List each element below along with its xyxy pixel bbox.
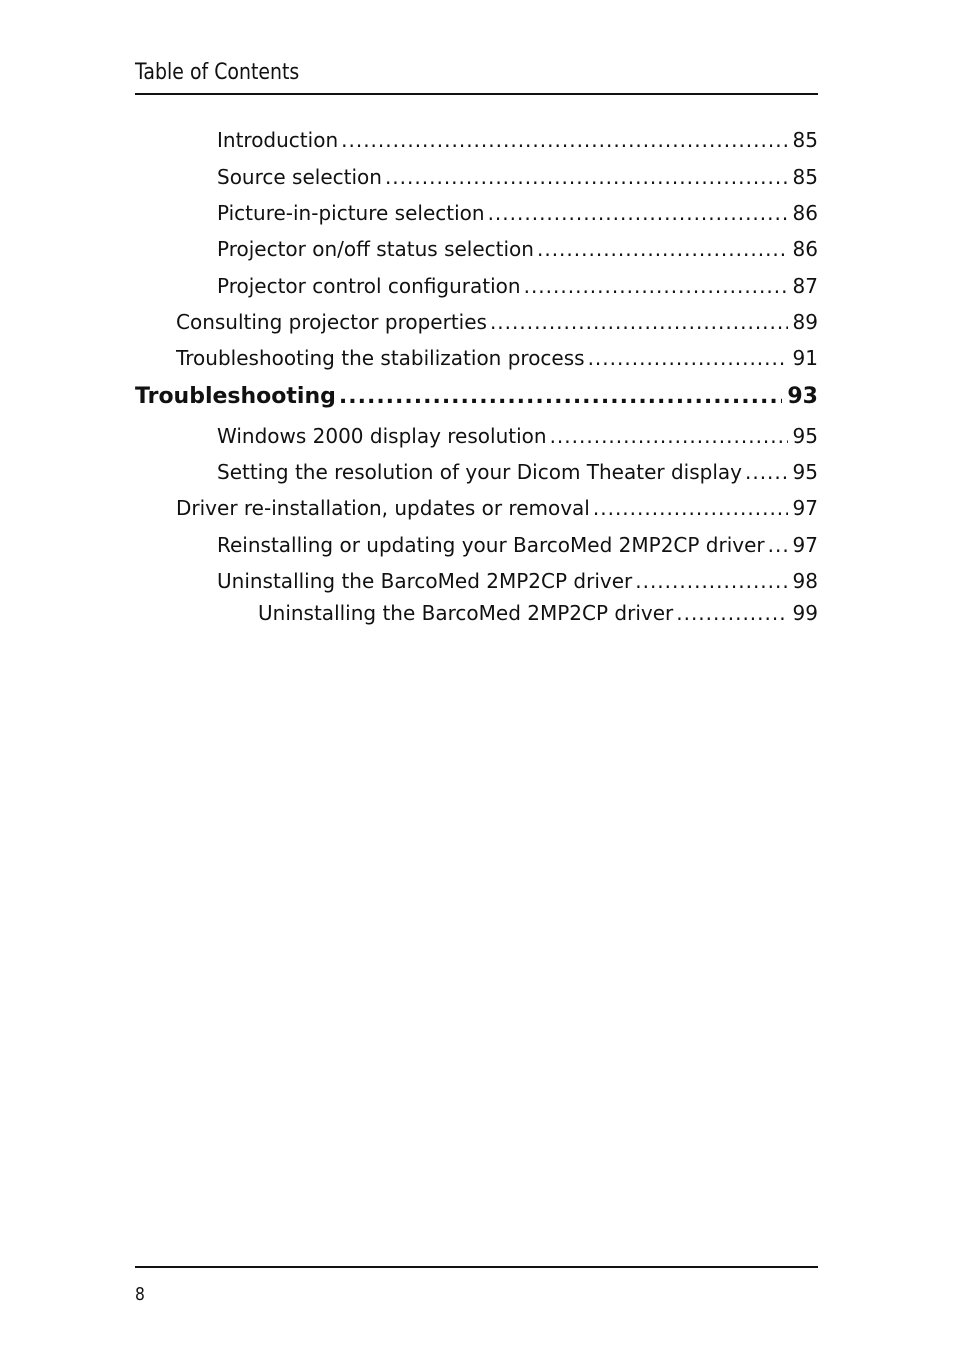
toc-entry-windows-2000-resolution[interactable] — [217, 423, 818, 449]
toc-dot-leader — [385, 164, 788, 190]
toc-entry-label: Consulting projector properties — [176, 309, 490, 335]
toc-page-number: 85 — [788, 164, 818, 190]
toc-dot-leader — [593, 495, 788, 521]
toc-dot-leader — [588, 345, 788, 371]
toc-dot-leader — [339, 384, 782, 410]
toc-page-number: 86 — [788, 236, 818, 262]
toc-page-number: 85 — [788, 127, 818, 153]
toc-entry-label: Source selection — [217, 164, 385, 190]
toc-page-number: 89 — [788, 309, 818, 335]
footer-rule — [135, 1266, 818, 1268]
toc-entry-label: Setting the resolution of your Dicom Theater display — [217, 459, 745, 485]
toc-entry-label: Picture-in-picture selection — [217, 200, 488, 226]
toc-dot-leader — [488, 200, 788, 226]
header-rule — [135, 93, 818, 95]
toc-dot-leader — [537, 236, 788, 262]
toc-entry-projector-control[interactable] — [217, 273, 818, 299]
running-head: Table of Contents — [135, 60, 300, 85]
toc-entry-label: Uninstalling the BarcoMed 2MP2CP driver — [258, 600, 676, 626]
page-number: 8 — [135, 1284, 145, 1305]
toc-entry-label: Projector control configuration — [217, 273, 524, 299]
toc-dot-leader — [768, 532, 788, 558]
toc-entry-dicom-theater-resolution[interactable] — [217, 459, 818, 485]
toc-page-number: 93 — [782, 384, 818, 410]
toc-page-number: 98 — [788, 568, 818, 594]
toc-entry-introduction[interactable] — [217, 127, 818, 153]
toc-entry-picture-in-picture[interactable] — [217, 200, 818, 226]
toc-page-number: 95 — [788, 423, 818, 449]
toc-page-number: 91 — [788, 345, 818, 371]
toc-dot-leader — [676, 600, 787, 626]
toc-entry-label: Reinstalling or updating your BarcoMed 2MP2CP driver — [217, 532, 768, 558]
toc-entry-uninstalling-driver-sub[interactable] — [258, 600, 818, 626]
toc-dot-leader — [490, 309, 788, 335]
toc-dot-leader — [550, 423, 788, 449]
toc-page-number: 86 — [788, 200, 818, 226]
toc-entry-troubleshooting[interactable] — [135, 384, 818, 410]
toc-dot-leader — [341, 127, 787, 153]
toc-dot-leader — [745, 459, 788, 485]
toc-entry-label: Troubleshooting — [135, 384, 339, 410]
toc-entry-troubleshooting-stabilization[interactable] — [176, 345, 818, 371]
toc-entry-projector-onoff[interactable] — [217, 236, 818, 262]
toc-entry-consulting-properties[interactable] — [176, 309, 818, 335]
toc-entry-label: Troubleshooting the stabilization process — [176, 345, 588, 371]
toc-entry-label: Projector on/off status selection — [217, 236, 537, 262]
toc-dot-leader — [635, 568, 787, 594]
toc-entry-label: Uninstalling the BarcoMed 2MP2CP driver — [217, 568, 635, 594]
toc-dot-leader — [524, 273, 788, 299]
toc-page-number: 99 — [788, 600, 818, 626]
toc-page-number: 95 — [788, 459, 818, 485]
toc-page-number: 97 — [788, 495, 818, 521]
toc-entry-label: Windows 2000 display resolution — [217, 423, 550, 449]
toc-entry-label: Introduction — [217, 127, 341, 153]
toc-page-number: 97 — [788, 532, 818, 558]
toc-entry-reinstalling-driver[interactable] — [217, 532, 818, 558]
toc-entry-label: Driver re-installation, updates or removal — [176, 495, 593, 521]
toc-entry-driver-reinstallation[interactable] — [176, 495, 818, 521]
toc-page-number: 87 — [788, 273, 818, 299]
toc-entry-source-selection[interactable] — [217, 164, 818, 190]
toc-entry-uninstalling-driver[interactable] — [217, 568, 818, 594]
